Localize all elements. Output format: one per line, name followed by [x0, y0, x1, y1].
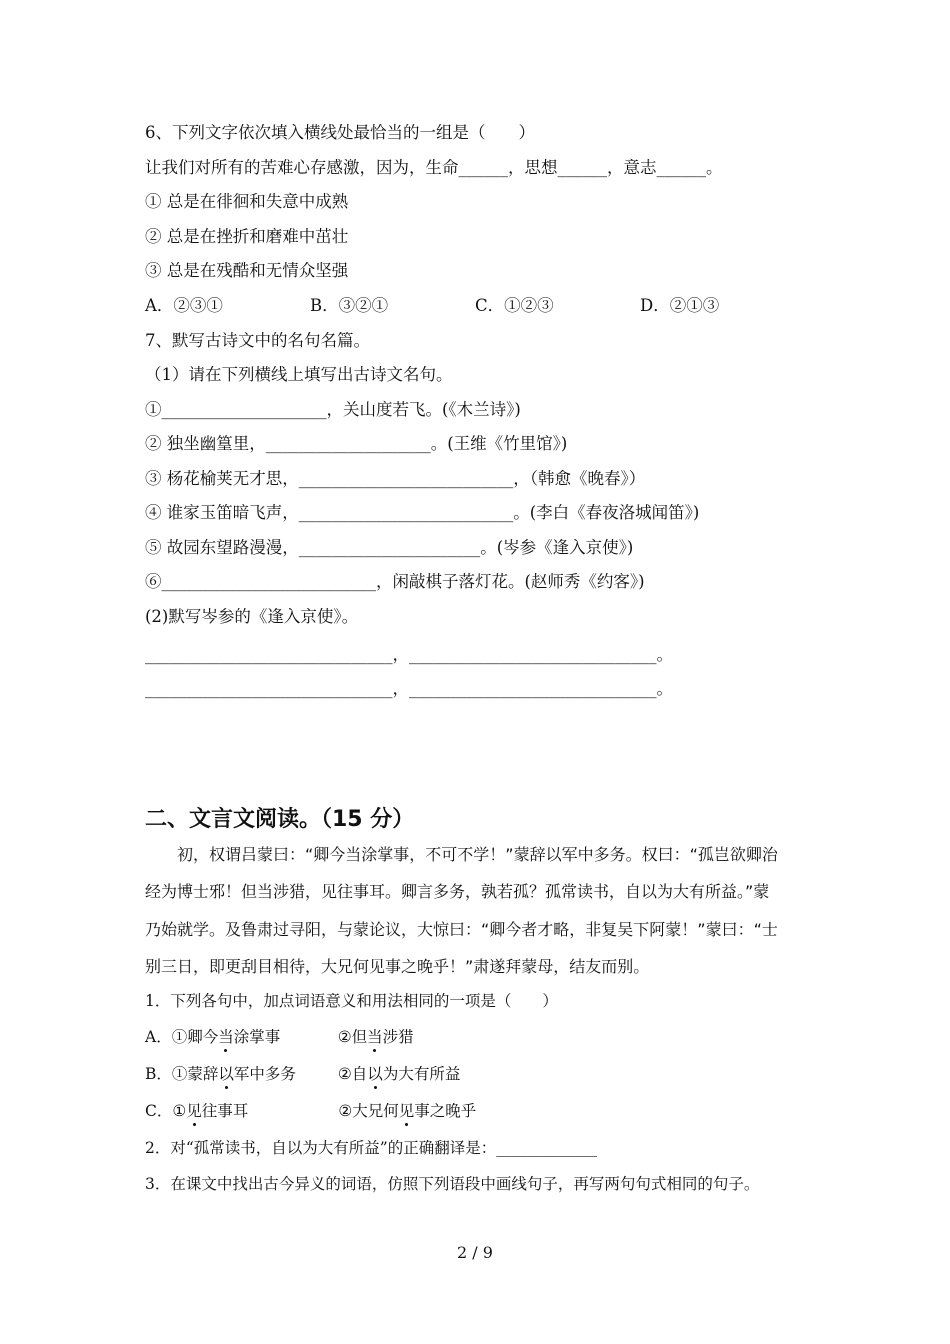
- dotted-word: 以: [218, 1065, 234, 1083]
- s2-q1-option-a: [145, 1026, 414, 1048]
- s2-q1-option-b: [145, 1063, 460, 1085]
- s2-q2: 2．对“孤常读书，自以为大有所益”的正确翻译是：_____________: [145, 1139, 597, 1157]
- dotted-word: 见: [398, 1102, 415, 1120]
- q6-item-1: ① 总是在徘徊和失意中成熟: [145, 192, 349, 211]
- dotted-word: 以: [367, 1065, 383, 1083]
- q7-line-5: ⑤ 故园东望路漫漫，______________________。(岑参《逢入京使》): [145, 538, 634, 557]
- q6-options: [145, 295, 719, 317]
- passage-line-2: 经为博士邪！但当涉猎，见往事耳。卿言多务，孰若孤？孤常读书，自以为大有所益。”蒙: [145, 882, 770, 901]
- q7-line-1: ①____________________，关山度若飞。(《木兰诗》): [145, 400, 521, 419]
- option-part: ①蒙辞: [171, 1065, 219, 1083]
- s2-q1-stem: 1．下列各句中，加点词语意义和用法相同的一项是（ ）: [145, 992, 558, 1010]
- q6-sentence: 让我们对所有的苦难心存感激，因为，生命______，思想______，意志______。: [145, 158, 723, 177]
- passage-line-3: 乃始就学。及鲁肃过寻阳，与蒙论议，大惊曰：“卿今者才略，非复吴下阿蒙！”蒙曰：“士: [145, 920, 778, 939]
- dotted-word: 当: [367, 1028, 383, 1046]
- option-label: B．: [145, 1065, 172, 1083]
- page-number: 2 / 9: [457, 1243, 493, 1262]
- q7-blank-line-1: ______________________________，______________________________。: [145, 645, 673, 664]
- option-part: 涂掌事: [233, 1028, 281, 1046]
- q7-sub2: (2)默写岑参的《逢入京使》。: [145, 607, 359, 626]
- option-part: ②但: [337, 1028, 368, 1046]
- q7-line-2: ② 独坐幽篁里，____________________。(王维《竹里馆》): [145, 434, 568, 453]
- q7-line-3: ③ 杨花榆荚无才思，__________________________，（韩愈《晚春》）: [145, 469, 646, 488]
- option-label: A．: [145, 1028, 172, 1046]
- q6-option-c: C．①②③: [475, 296, 554, 315]
- option-part: ①: [172, 1102, 187, 1120]
- passage-line-1: 初，权谓吕蒙曰：“卿今当涂掌事，不可不学！”蒙辞以军中多务。权曰：“孤岂欲卿治: [177, 845, 778, 864]
- option-part: 为大有所益: [382, 1065, 461, 1083]
- q6-option-a: A．②③①: [145, 296, 223, 315]
- q7-stem: 7、默写古诗文中的名句名篇。: [145, 331, 370, 350]
- q6-item-3: ③ 总是在残酷和无情众坚强: [145, 261, 349, 280]
- option-part: 军中多务: [233, 1065, 296, 1083]
- q6-option-d: D．②①③: [640, 296, 720, 315]
- option-part: ②大兄何: [338, 1102, 399, 1120]
- option-label: C．: [145, 1102, 173, 1120]
- q6-option-b: B．③②①: [310, 296, 389, 315]
- option-part: ①卿今: [171, 1028, 219, 1046]
- dotted-word: 见: [186, 1102, 202, 1120]
- q7-line-6: ⑥__________________________，闲敲棋子落灯花。(赵师秀《约客》): [145, 572, 645, 591]
- option-part: 事之晚乎: [414, 1102, 477, 1120]
- q7-line-4: ④ 谁家玉笛暗飞声，__________________________。(李白《春夜洛城闻笛》): [145, 503, 700, 522]
- dotted-word: 当: [218, 1028, 234, 1046]
- s2-q1-option-c: [145, 1100, 476, 1122]
- option-part: ②自: [337, 1065, 368, 1083]
- q7-sub1: （1）请在下列横线上填写出古诗文名句。: [145, 365, 453, 384]
- section-2-title: 二、文言文阅读。（15 分）: [145, 807, 415, 832]
- passage-line-4: 别三日，即更刮目相待，大兄何见事之晚乎！”肃遂拜蒙母，结友而别。: [145, 957, 650, 976]
- q6-stem: 6、下列文字依次填入横线处最恰当的一组是（ ）: [145, 123, 535, 142]
- q6-item-2: ② 总是在挫折和磨难中茁壮: [145, 227, 349, 246]
- option-part: 往事耳: [201, 1102, 249, 1120]
- s2-q3: 3．在课文中找出古今异义的词语，仿照下列语段中画线句子，再写两句句式相同的句子。: [145, 1175, 760, 1193]
- option-part: 涉猎: [382, 1028, 414, 1046]
- q7-blank-line-2: ______________________________，______________________________。: [145, 679, 673, 698]
